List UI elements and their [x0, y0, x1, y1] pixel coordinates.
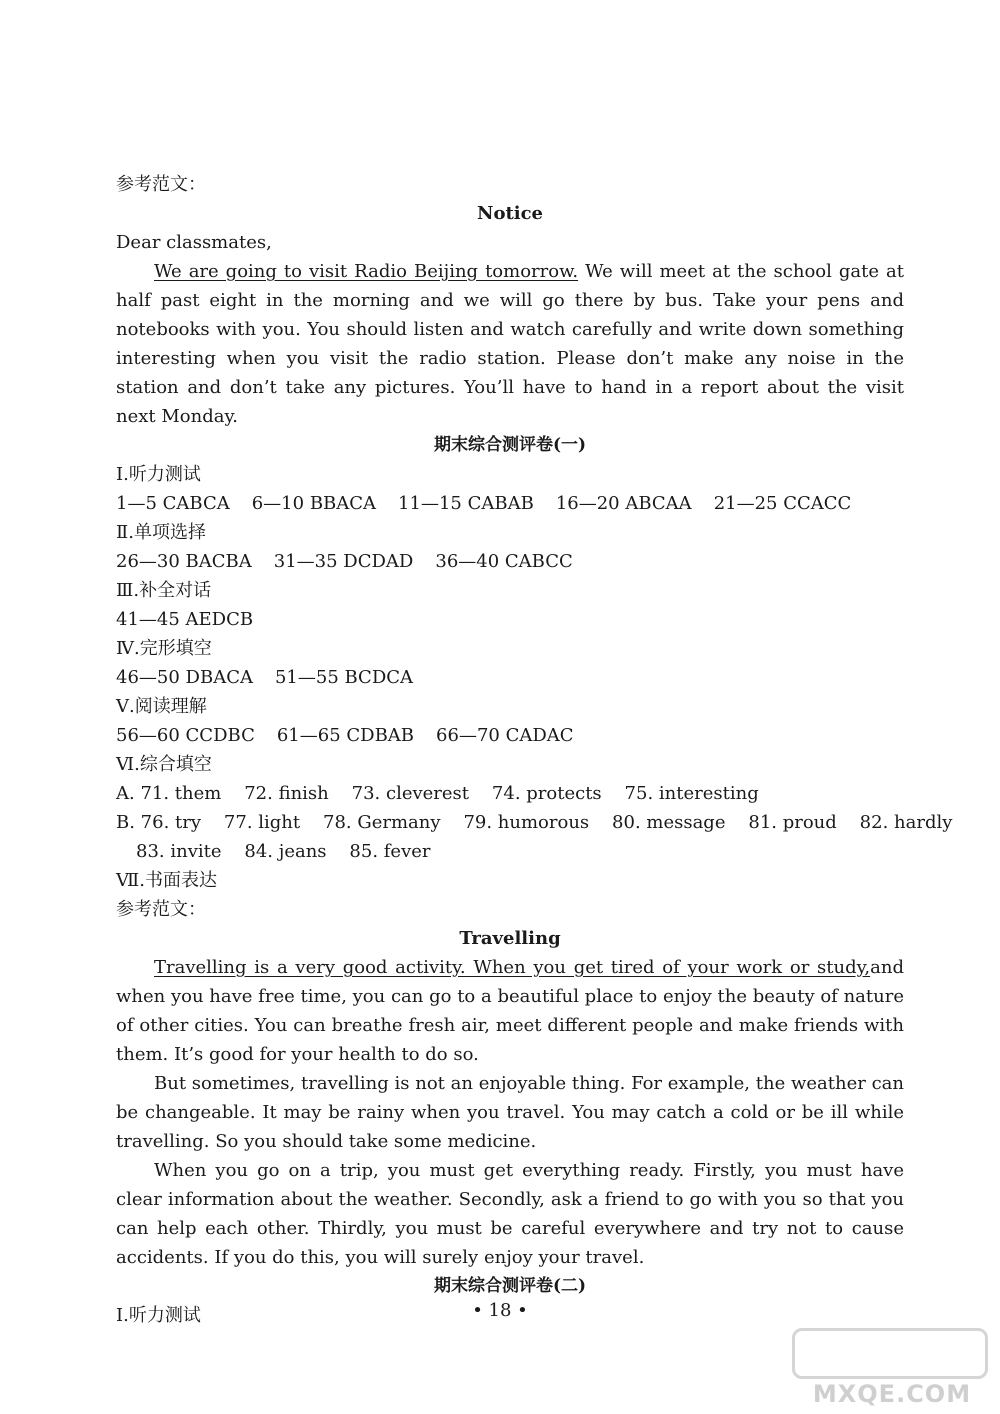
essay-underlined: Travelling is a very good activity. When you get tired of your work or study,	[154, 957, 871, 978]
answer-group: 46—50 DBACA	[116, 667, 253, 688]
answer-group: 1—5 CABCA	[116, 493, 230, 514]
answer-group: 6—10 BBACA	[251, 493, 377, 514]
notice-greeting: Dear classmates,	[116, 232, 272, 253]
section-label: Ⅲ.补全对话	[116, 580, 212, 601]
answer-row	[116, 721, 904, 750]
answer-group: 11—15 CABAB	[398, 493, 534, 514]
exam2-title: 期末综合测评卷(二)	[433, 1276, 587, 1296]
watermark-logo	[792, 1328, 992, 1408]
essay-title: Travelling	[459, 928, 561, 949]
essay-p1-rest: and when you have free time, you can go to a beautiful place to enjoy the beauty of nature of other cities. You can breathe fresh air, meet different people and make friends with them. It’s good for your health to do so.	[116, 957, 904, 1065]
essay-paragraph-1	[116, 953, 904, 1069]
section-1	[116, 460, 904, 518]
essay-paragraph-3: When you go on a trip, you must get everything ready. Firstly, you must have clear information about the weather. Secondly, ask a friend to go with you so that you can help each other. Thirdly, you must be careful everywhere and try not to cause accidents. If you do this, you will surely enjoy your travel.	[116, 1160, 904, 1268]
answer-group: 56—60 CCDBC	[116, 725, 255, 746]
answer-row	[116, 605, 904, 634]
answer-group: 26—30 BACBA	[116, 551, 252, 572]
cloze-b-answers-cont: 83. invite 84. jeans 85. fever	[136, 841, 431, 862]
watermark-frame	[792, 1328, 988, 1379]
cloze-b-answers: B. 76. try 77. light 78. Germany 79. humorous 80. message 81. proud 82. hardly	[116, 812, 953, 833]
answer-row	[116, 547, 904, 576]
section-label: Ⅰ.听力测试	[116, 464, 201, 485]
answer-group: 51—55 BCDCA	[274, 667, 414, 688]
exam1-title: 期末综合测评卷(一)	[433, 435, 587, 455]
answer-group: 16—20 ABCAA	[555, 493, 692, 514]
answer-group: 31—35 DCDAD	[273, 551, 414, 572]
answer-group: 61—65 CDBAB	[276, 725, 415, 746]
answer-group: 66—70 CADAC	[436, 725, 574, 746]
answer-group: 41—45 AEDCB	[116, 609, 254, 630]
answer-group: 21—25 CCACC	[713, 493, 852, 514]
notice-rest: We will meet at the school gate at half past eight in the morning and we will go there by bus. Take your pens and notebooks with you. You should listen and watch carefully and write down something interesting when you visit the radio station. Please don’t make any noise in the station and don’t take any pictures. You’ll have to hand in a report about the visit next Monday.	[116, 261, 904, 427]
ref-label: 参考范文：	[116, 899, 206, 920]
answer-group: 36—40 CABCC	[435, 551, 573, 572]
notice-underlined: We are going to visit Radio Beijing tomorrow.	[154, 261, 579, 282]
section-2	[116, 518, 904, 576]
answer-row	[116, 663, 904, 692]
section-label: Ⅱ.单项选择	[116, 522, 206, 543]
section-4	[116, 634, 904, 692]
section-5	[116, 692, 904, 750]
section-label: Ⅴ.阅读理解	[116, 696, 207, 717]
watermark-text: MXQE.COM	[812, 1380, 972, 1408]
section-3	[116, 576, 904, 634]
section-label: Ⅶ.书面表达	[116, 870, 217, 891]
notice-title: Notice	[476, 203, 544, 224]
essay-paragraph-2: But sometimes, travelling is not an enjoyable thing. For example, the weather can be changeable. It may be rainy when you travel. You may catch a cold or be ill while travelling. So you should take some medicine.	[116, 1073, 904, 1152]
section-label: Ⅰ.听力测试	[116, 1305, 201, 1326]
cloze-a-answers: A. 71. them 72. finish 73. cleverest 74. protects 75. interesting	[116, 783, 759, 804]
page-number: • 18 •	[472, 1300, 528, 1321]
section-label: Ⅵ.综合填空	[116, 754, 212, 775]
answer-page	[116, 170, 953, 1330]
notice-body	[116, 257, 904, 431]
ref-label: 参考范文：	[116, 174, 206, 195]
section-label: Ⅳ.完形填空	[116, 638, 212, 659]
answer-row	[116, 489, 904, 518]
